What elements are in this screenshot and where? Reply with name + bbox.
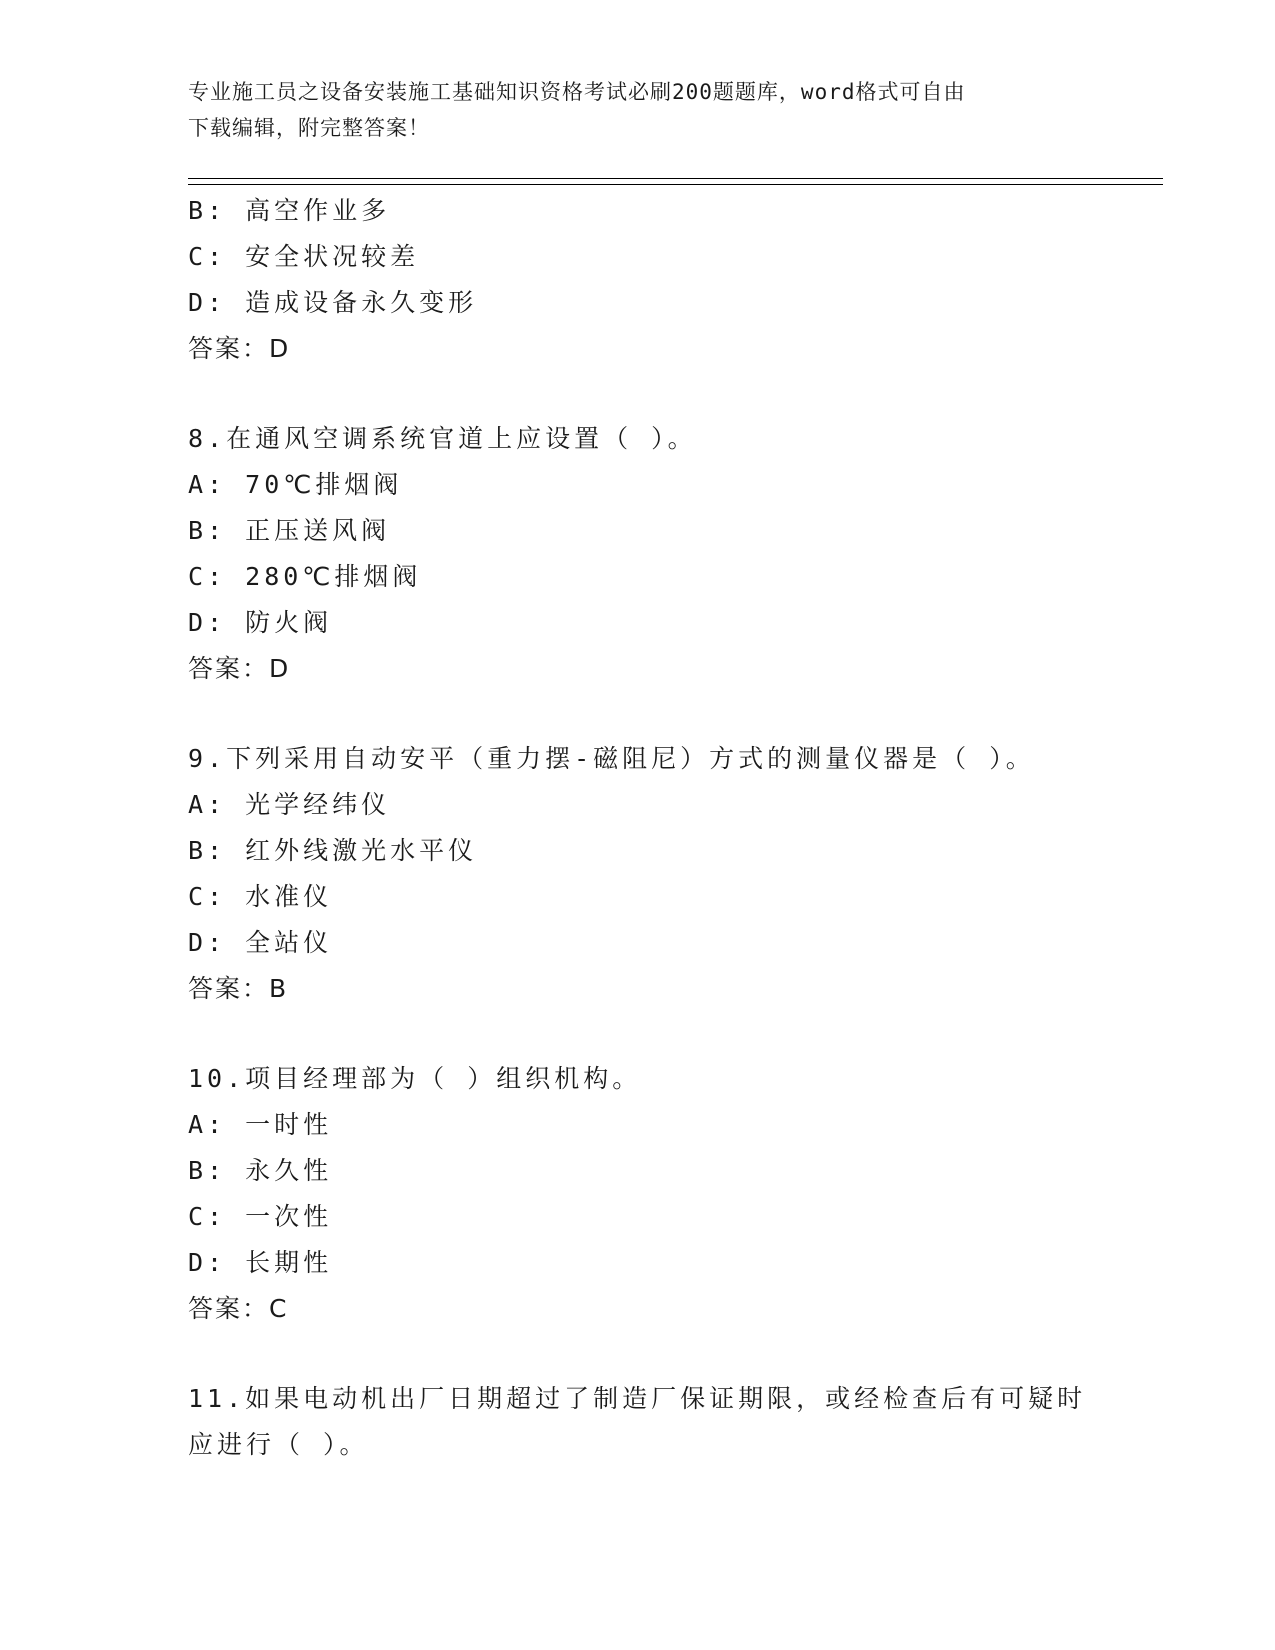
question-stem: 10.项目经理部为（ ）组织机构。 (188, 1064, 642, 1093)
question-stem: 8.在通风空调系统官道上应设置（ ）。 (188, 424, 697, 453)
option-a: A: 70℃排烟阀 (188, 470, 403, 499)
option-d: D: 全站仪 (188, 928, 333, 957)
question-11 (188, 1376, 1088, 1468)
question-7-continued (188, 188, 1088, 372)
answer-line: 答案：D (188, 654, 291, 683)
header-title-line-2: 下载编辑，附完整答案！ (188, 116, 430, 140)
spacer (188, 1012, 1088, 1056)
option-a: A: 光学经纬仪 (188, 790, 391, 819)
option-b: B: 红外线激光水平仪 (188, 836, 478, 865)
option-c: C: 水准仪 (188, 882, 333, 911)
question-9 (188, 736, 1088, 1012)
header-title-line-1: 专业施工员之设备安装施工基础知识资格考试必刷200题题库，word格式可自由 (188, 80, 966, 104)
option-a: A: 一时性 (188, 1110, 333, 1139)
option-c: C: 280℃排烟阀 (188, 562, 422, 591)
option-c: C: 安全状况较差 (188, 242, 420, 271)
option-b: B: 高空作业多 (188, 196, 391, 225)
option-d: D: 防火阀 (188, 608, 333, 637)
option-c: C: 一次性 (188, 1202, 333, 1231)
option-d: D: 长期性 (188, 1248, 333, 1277)
header-divider (188, 178, 1163, 185)
spacer (188, 692, 1088, 736)
option-d: D: 造成设备永久变形 (188, 288, 478, 317)
option-b: B: 正压送风阀 (188, 516, 391, 545)
spacer (188, 372, 1088, 416)
document-body (188, 188, 1088, 1468)
answer-line: 答案：D (188, 334, 291, 363)
question-8 (188, 416, 1088, 692)
option-b: B: 永久性 (188, 1156, 333, 1185)
question-stem-line-1: 11.如果电动机出厂日期超过了制造厂保证期限，或经检查后有可疑时 (188, 1384, 1087, 1413)
spacer (188, 1332, 1088, 1376)
question-stem: 9.下列采用自动安平（重力摆-磁阻尼）方式的测量仪器是（ ）。 (188, 744, 1035, 773)
answer-line: 答案：B (188, 974, 289, 1003)
question-stem-line-2: 应进行（ ）。 (188, 1430, 369, 1459)
answer-line: 答案：C (188, 1294, 289, 1323)
question-10 (188, 1056, 1088, 1332)
document-header (188, 74, 1068, 146)
